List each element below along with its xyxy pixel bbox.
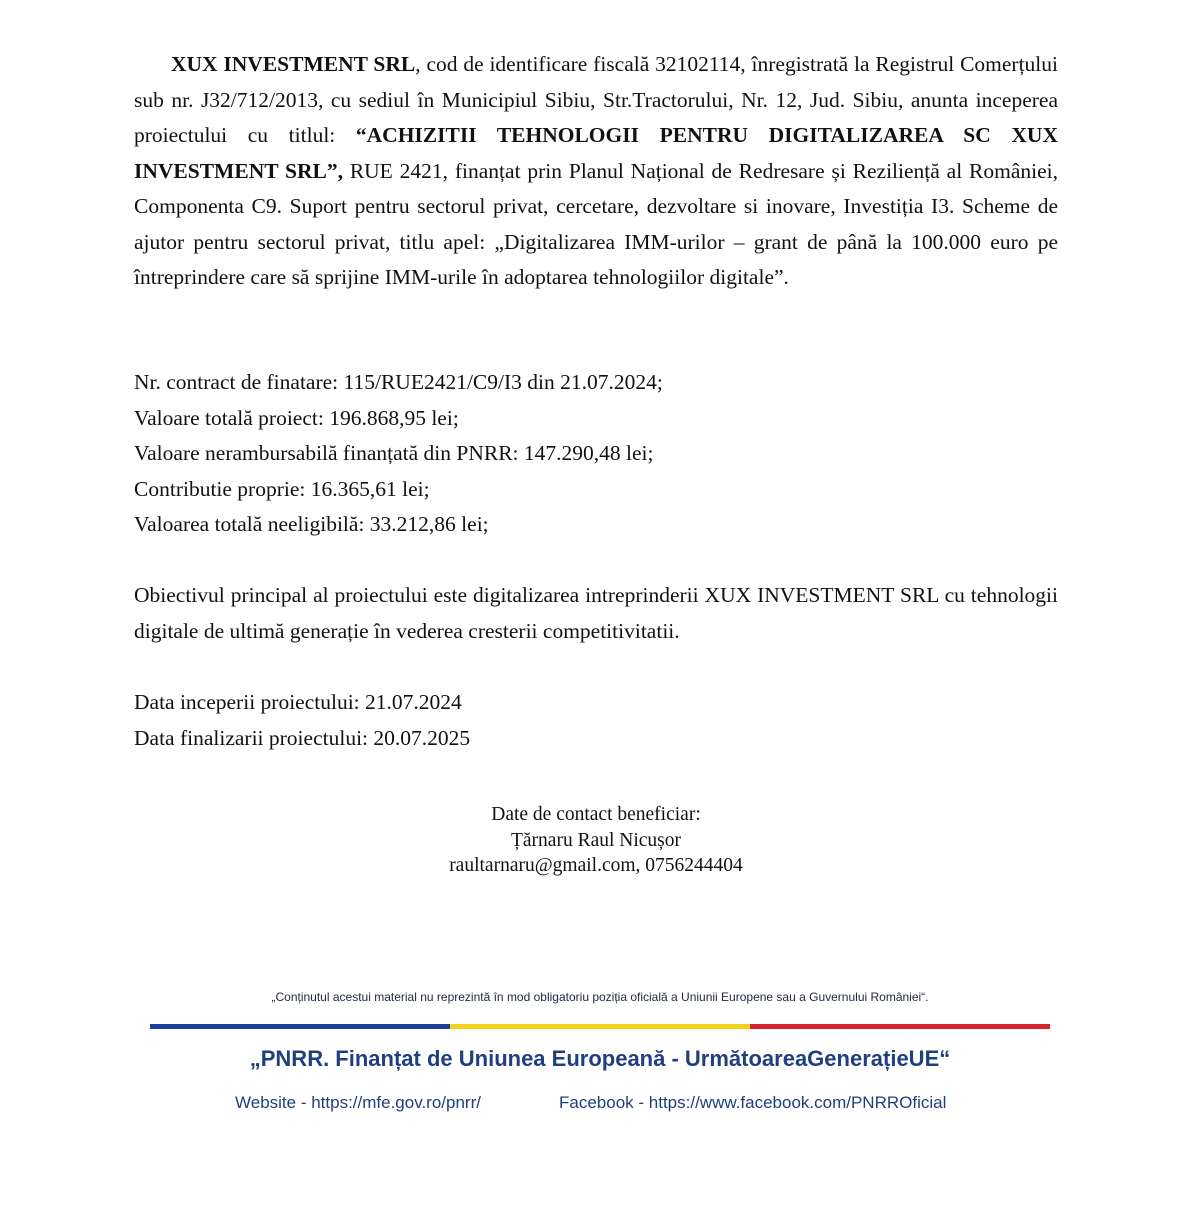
intro-text-continued: RUE 2421, finanțat prin Planul Național de Redresare și Reziliență al României, Componenta C9. Suport pentru sectorul privat, cercetare, dezvoltare si inovare, Investiția I3. Scheme de ajutor pentru sectorul privat, titlu apel: „Digitalizarea IMM-urilor – grant de până la 100.000 euro pe întreprindere care să sprijine IMM-urile în adoptarea tehnologiilor digitale”. [134,158,1058,289]
contact-block [300,802,892,879]
facebook-link[interactable]: Facebook - https://www.facebook.com/PNRROficial [559,1093,947,1112]
divider-red-stripe [750,1024,1050,1029]
divider-blue-stripe [150,1024,450,1029]
website-link[interactable]: Website - https://mfe.gov.ro/pnrr/ [235,1093,481,1112]
end-date: Data finalizarii proiectului: 20.07.2025 [134,725,471,750]
project-title: “ACHIZITII TEHNOLOGII PENTRU DIGITALIZAREA SC XUX INVESTMENT SRL”, [134,123,1058,183]
intro-text: , cod de identificare fiscală 32102114, înregistrată la Registrul Comerțului sub nr. J32/712/2013, cu sediul în Municipiul Sibiu, Str.Tractorului, Nr. 12, Jud. Sibiu, anunta inceperea proiectului cu titlul: [134,52,1059,147]
contact-email-phone: raultarnaru@gmail.com, 0756244404 [449,855,743,876]
company-name: XUX INVESTMENT SRL [171,52,416,76]
total-value: Valoare totală proiect: 196.868,95 lei; [134,405,459,430]
divider-yellow-stripe [450,1024,750,1029]
project-dates [134,685,1058,756]
ineligible-value: Valoarea totală neeligibilă: 33.212,86 lei; [134,512,489,536]
non-reimbursable-value: Valoare nerambursabilă finanțată din PNRR: 147.290,48 lei; [134,441,654,465]
contact-name: Țărnaru Raul Nicușor [510,829,682,851]
contract-number: Nr. contract de finatare: 115/RUE2421/C9/I3 din 21.07.2024; [134,370,663,394]
project-details [134,365,1058,543]
objective-paragraph: Obiectivul principal al proiectului este digitalizarea intreprinderii XUX INVESTMENT SRL cu tehnologii digitale de ultimă generație în vederea cresterii competitivitatii. [134,583,1058,643]
pnrr-funding-title: „PNRR. Finanțat de Uniunea Europeană - UrmătoareaGenerațieUE“ [249,1046,951,1071]
footer-disclaimer: „Conținutul acestui material nu reprezintă în mod obligatoriu poziția oficială a Uniunii Europene sau a Guvernului României“. [271,990,929,1004]
intro-paragraph [134,47,1058,296]
tricolor-divider [150,1024,1050,1029]
own-contribution: Contributie proprie: 16.365,61 lei; [134,476,430,501]
start-date: Data inceperii proiectului: 21.07.2024 [134,690,462,714]
contact-heading: Date de contact beneficiar: [491,804,701,825]
